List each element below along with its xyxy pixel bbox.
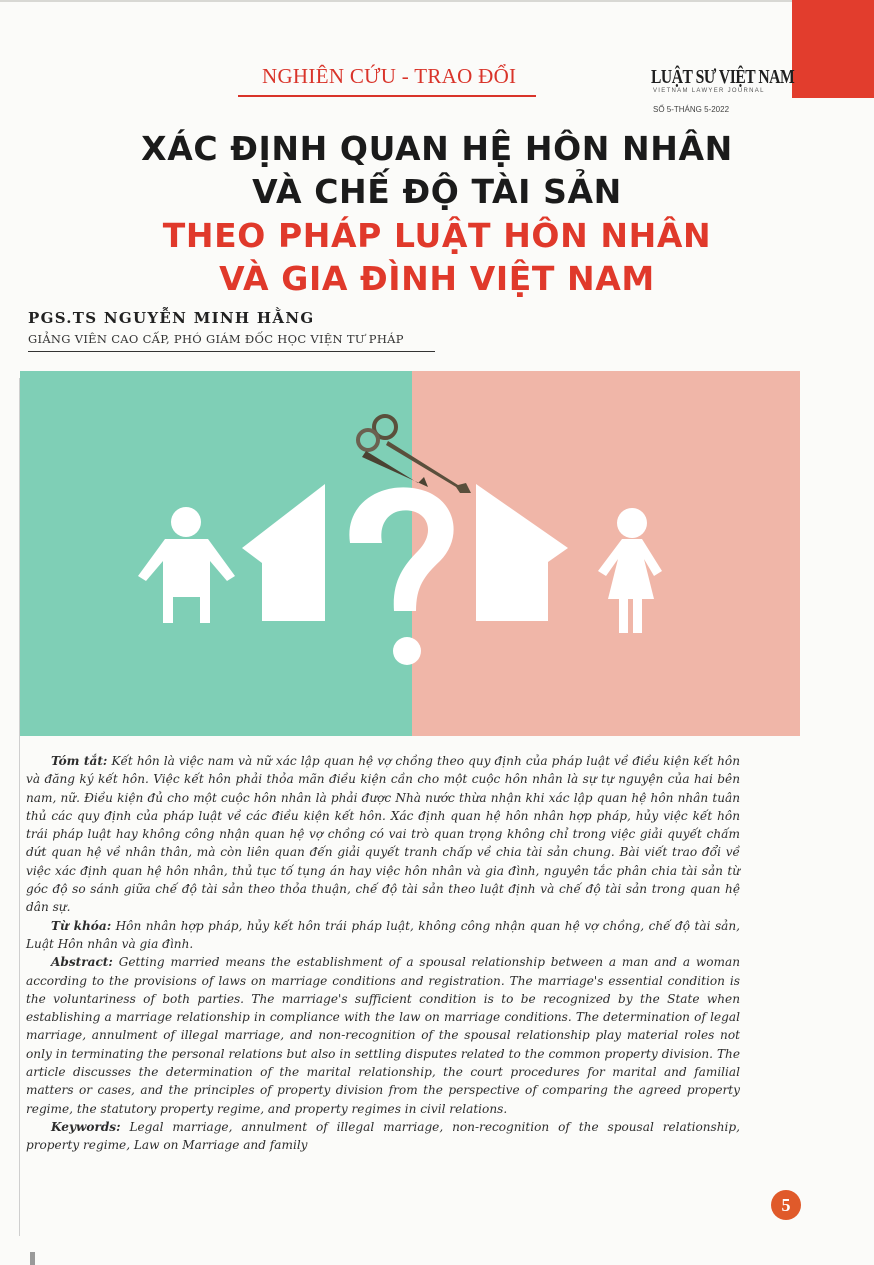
author-position: GIẢNG VIÊN CAO CẤP, PHÓ GIÁM ĐỐC HỌC VIỆN TƯ PHÁP xyxy=(28,332,404,346)
tu-khoa-text: Hôn nhân hợp pháp, hủy kết hôn trái pháp luật, không công nhận quan hệ vợ chồng, chế độ tài sản, Luật Hôn nhân và gia đình. xyxy=(26,918,740,951)
tu-khoa-paragraph xyxy=(26,917,740,954)
red-corner-tab xyxy=(792,0,874,98)
keywords-text: Legal marriage, annulment of illegal marriage, non-recognition of the spousal relationship, property regime, Law on Marriage and family xyxy=(26,1119,740,1153)
author-name: PGS.TS NGUYỄN MINH HẰNG xyxy=(28,309,315,327)
scan-edge xyxy=(0,0,874,2)
title-line-4: VÀ GIA ĐÌNH VIỆT NAM xyxy=(219,259,655,298)
title-line-3: THEO PHÁP LUẬT HÔN NHÂN xyxy=(162,216,712,255)
keywords-paragraph xyxy=(26,1118,740,1155)
tu-khoa-label: Từ khóa: xyxy=(51,918,112,933)
keywords-label: Keywords: xyxy=(51,1119,121,1134)
abstract-paragraph xyxy=(26,953,740,1118)
pink-background xyxy=(412,371,800,736)
tom-tat-text: Kết hôn là việc nam và nữ xác lập quan hệ vợ chồng theo quy định của pháp luật về điều kiện kết hôn và đăng ký kết hôn. Việc kết hôn phải thỏa mãn điều kiện cần cho một cuộc hôn nhân là sự tự nguyện của hai bên nam, nữ. Điều kiện đủ cho một cuộc hôn nhân là phải được Nhà nước thừa nhận khi xác lập quan hệ hôn nhân tuân thủ các quy định của pháp luật về các điều kiện kết hôn. Xác định quan hệ hôn nhân hợp pháp, hủy việc kết hôn trái pháp luật hay không công nhận quan hệ vợ chồng có vai trò quan trọng không chỉ trong việc giải quyết chấm dứt quan hệ về nhân thân, mà còn liên quan đến giải quyết tranh chấp về chia tài sản chung. Bài viết trao đổi về việc xác định quan hệ hôn nhân, thủ tục tố tụng án hay việc hôn nhân và gia đình, nguyên tắc phân chia tài sản từ góc độ so sánh giữa chế độ tài sản theo thỏa thuận, chế độ tài sản theo luật định và chế độ tài sản trong quan hệ dân sự. xyxy=(26,754,740,915)
margin-line xyxy=(19,378,20,1236)
page-number: 5 xyxy=(771,1190,801,1220)
magazine-name: LUẬT SƯ VIỆT NAM xyxy=(651,66,795,88)
title-line-1: XÁC ĐỊNH QUAN HỆ HÔN NHÂN xyxy=(141,129,733,168)
tom-tat-label: Tóm tắt: xyxy=(51,754,108,768)
title-line-2: VÀ CHẾ ĐỘ TÀI SẢN xyxy=(252,172,622,211)
section-underline xyxy=(238,95,536,97)
issue-number: SỐ 5-THÁNG 5-2022 xyxy=(653,105,730,114)
abstract-label: Abstract: xyxy=(51,955,113,970)
magazine-subtitle: VIETNAM LAWYER JOURNAL xyxy=(653,88,765,94)
author-divider xyxy=(28,351,435,352)
cover-illustration xyxy=(20,371,800,736)
scan-mark xyxy=(30,1252,35,1265)
section-label: NGHIÊN CỨU - TRAO ĐỔI xyxy=(262,64,517,88)
abstract-block xyxy=(26,752,740,1155)
abstract-text: Getting married means the establishment of a spousal relationship between a man and a woman according to the provisions of laws on marriage conditions and registration. The marriage's essential condition is the voluntariness of both parties. The marriage's sufficient condition is to be recognized by the State when establishing a marriage relationship in compliance with the law on marriage conditions. The determination of legal marriage, annulment of illegal marriage, and non-recognition of the spousal relationship play material roles not only in terminating the personal relations but also in settling disputes related to the common property division. The article discusses the determination of the marital relationship, the court procedures for marital and familial matters or cases, and the principles of property division from the perspective of comparing the agreed property regime, the statutory property regime, and property regimes in civil relations. xyxy=(26,955,740,1116)
tom-tat-paragraph xyxy=(26,752,740,917)
